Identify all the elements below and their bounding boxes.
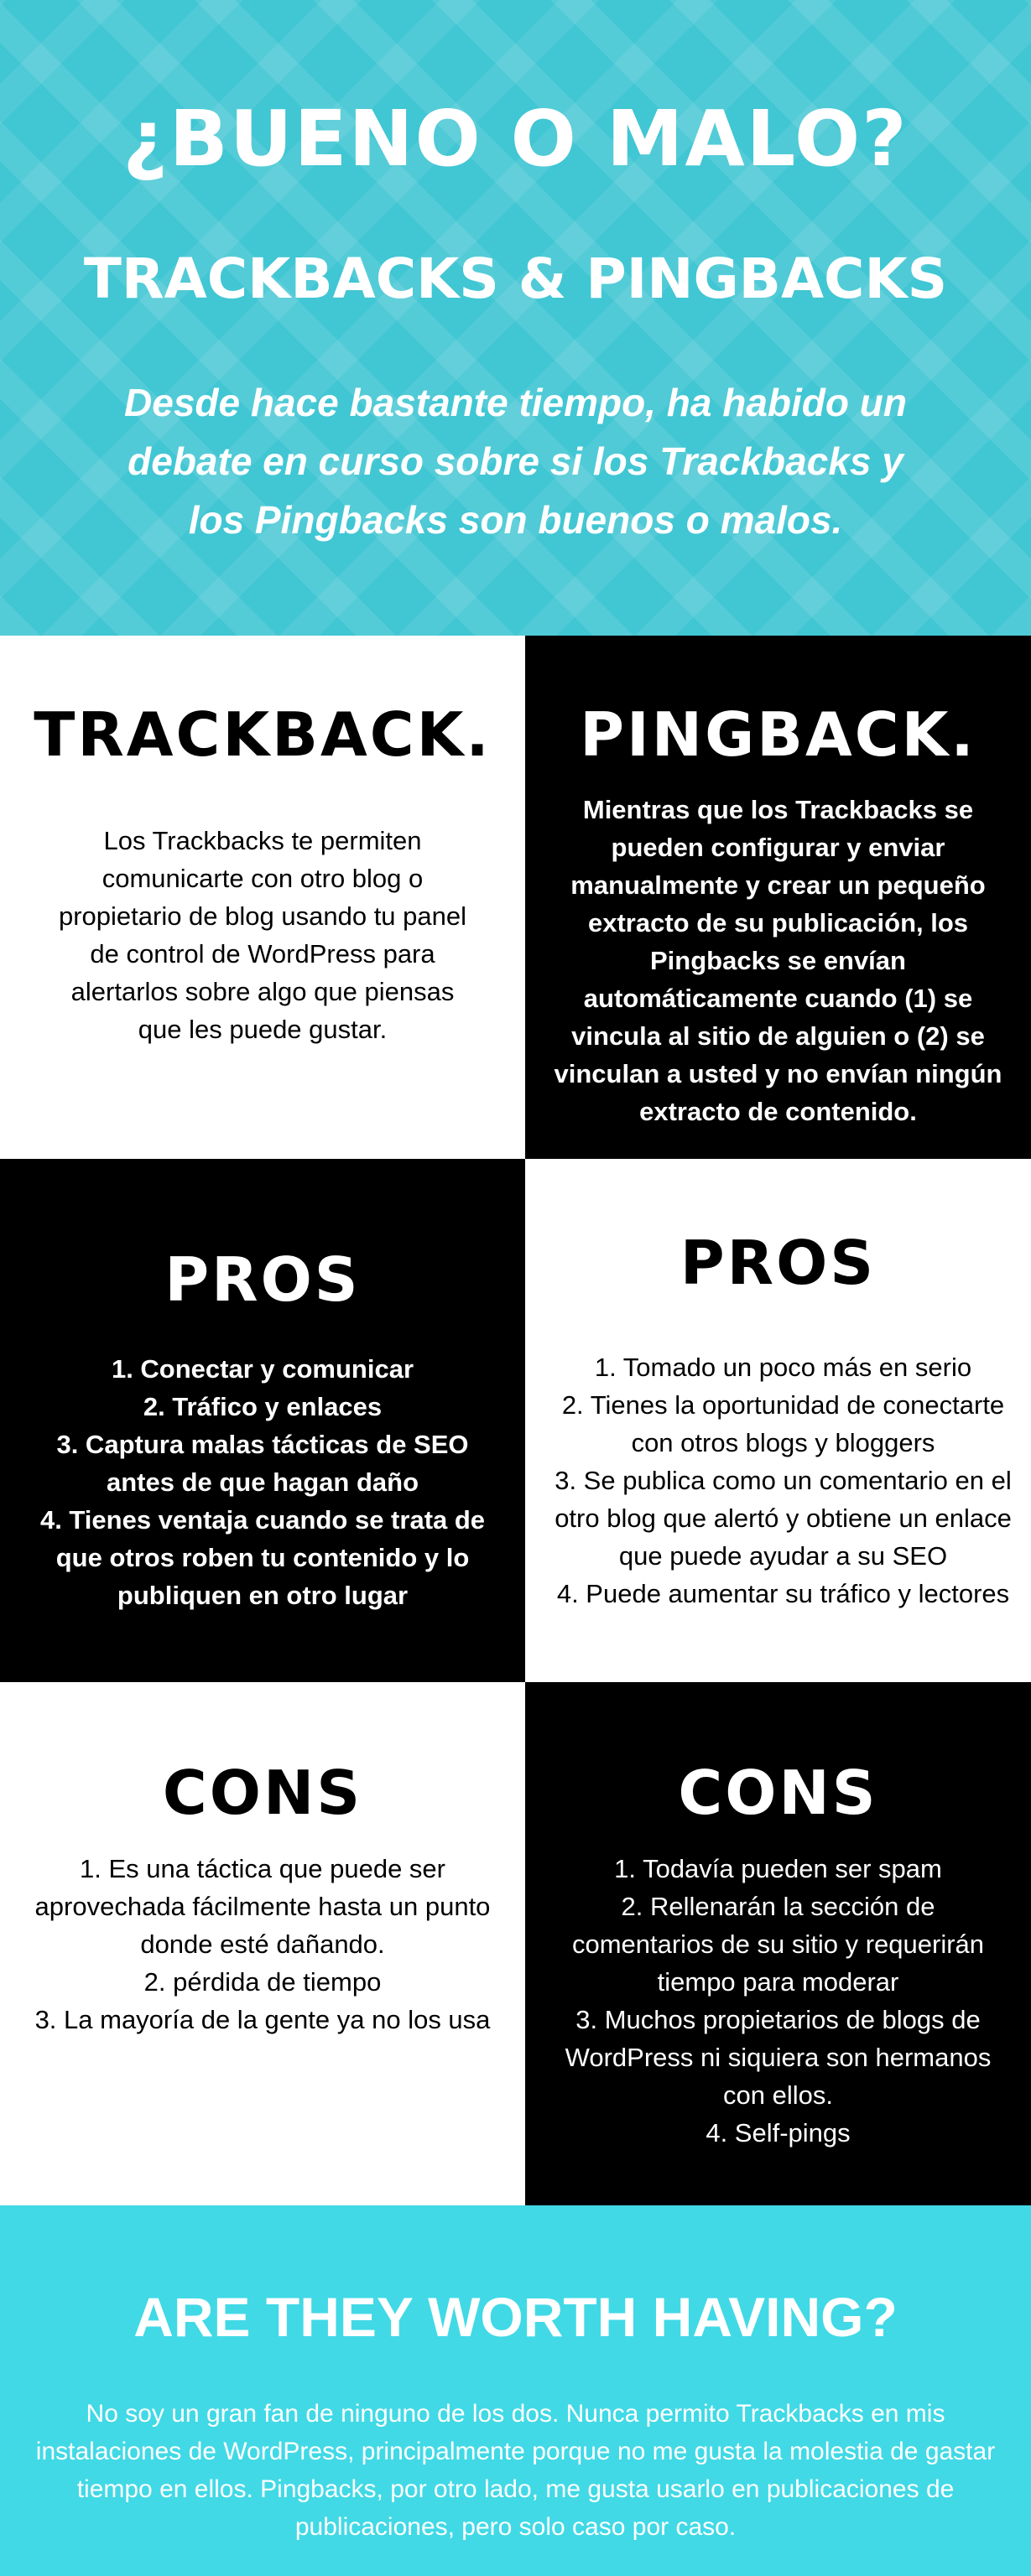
trackback-cons-panel — [0, 1682, 525, 2205]
pingback-pros-list — [542, 1348, 1024, 1613]
trackback-definition-panel — [0, 636, 525, 1159]
list-item: 3. La mayoría de la gente ya no los usa — [34, 2005, 491, 2034]
conclusion-heading: ARE THEY WORTH HAVING? — [133, 2286, 898, 2348]
pingback-heading: PINGBACK. — [580, 699, 976, 770]
comparison-grid — [0, 636, 1031, 2205]
list-item: 2. pérdida de tiempo — [143, 1967, 382, 1997]
list-item: 2. Rellenarán la sección de comentarios de su sitio y requerirán tiempo para moderar — [571, 1892, 985, 1997]
list-item: 4. Tienes ventaja cuando se trata de que otros roben tu contenido y lo publiquen en otro lugar — [39, 1505, 486, 1610]
trackback-pros-heading: PROS — [164, 1244, 361, 1315]
pingback-cons-panel — [525, 1682, 1031, 2205]
list-item: 2. Tráfico y enlaces — [143, 1392, 383, 1421]
page-title: ¿BUENO O MALO? — [122, 94, 909, 184]
trackback-cons-list — [34, 1850, 492, 2038]
list-item: 4. Self-pings — [706, 2118, 851, 2148]
list-item: 1. Todavía pueden ser spam — [614, 1854, 942, 1883]
trackback-pros-panel — [0, 1159, 525, 1682]
pingback-description: Mientras que los Trackbacks se pueden configurar y enviar manualmente y crear un pequeño extracto de su publicación, los Pingbacks se envían automáticamente cuando (1) se vincula al sitio de alguien o (2) se vinculan a usted y no envían ningún extracto de contenido. — [554, 795, 1002, 1126]
trackback-pros-list — [30, 1350, 495, 1614]
trackback-cons-heading: CONS — [162, 1758, 363, 1828]
pingback-pros-heading: PROS — [680, 1228, 877, 1298]
pingback-cons-list — [550, 1850, 1006, 2152]
trackback-heading: TRACKBACK. — [34, 699, 492, 770]
list-item: 3. Muchos propietarios de blogs de WordPress ni siquiera son hermanos con ellos. — [565, 2005, 992, 2110]
pingback-pros-panel — [525, 1159, 1031, 1682]
trackback-description: Los Trackbacks te permiten comunicarte con otro blog o propietario de blog usando tu panel de control de WordPress para alertarlos sobre algo que piensas que les puede gustar. — [58, 826, 467, 1044]
page-subtitle: TRACKBACKS & PINGBACKS — [83, 247, 948, 311]
list-item: 3. Se publica como un comentario en el otro blog que alertó y obtiene un enlace que puede ayudar a su SEO — [555, 1466, 1012, 1571]
list-item: 3. Captura malas tácticas de SEO antes de que hagan daño — [56, 1430, 469, 1497]
list-item: 2. Tienes la oportunidad de conectarte con otros blogs y bloggers — [561, 1390, 1005, 1457]
pingback-cons-heading: CONS — [678, 1758, 878, 1828]
pingback-definition-panel — [525, 636, 1031, 1159]
conclusion-section — [0, 2205, 1031, 2576]
conclusion-text: No soy un gran fan de ninguno de los dos. Nunca permito Trackbacks en mis instalaciones de WordPress, principalmente porque no me gusta la molestia de gastar tiempo en ellos. Pingbacks, por otro lado, me gusta usarlo en publicaciones de publicaciones, pero solo caso por caso. — [35, 2400, 996, 2541]
list-item: 1. Conectar y comunicar — [111, 1354, 414, 1384]
intro-text: Desde hace bastante tiempo, ha habido un debate en curso sobre si los Trackbacks y los Pingbacks son buenos o malos. — [124, 381, 907, 542]
header-banner — [0, 0, 1031, 636]
list-item: 1. Es una táctica que puede ser aprovechada fácilmente hasta un punto donde esté dañando. — [34, 1854, 491, 1959]
list-item: 1. Tomado un poco más en serio — [594, 1353, 972, 1382]
list-item: 4. Puede aumentar su tráfico y lectores — [556, 1579, 1010, 1608]
